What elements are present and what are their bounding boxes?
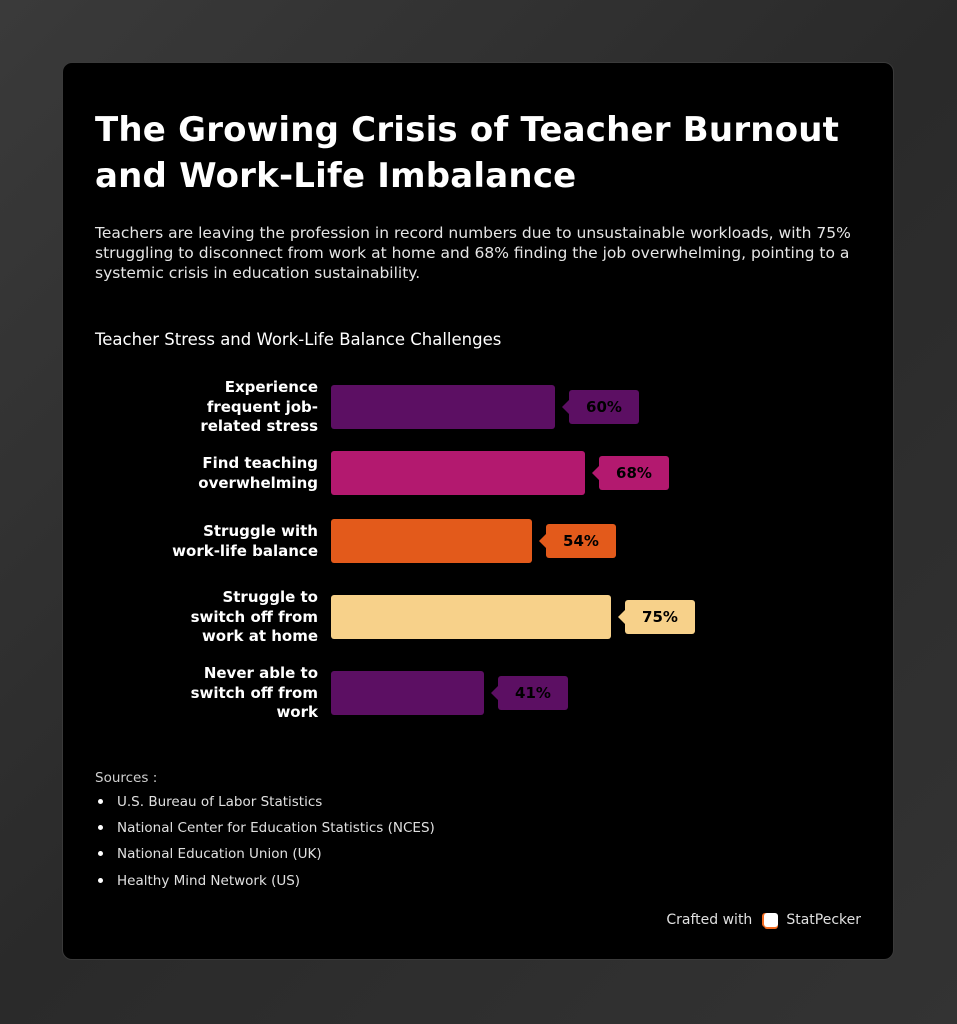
bar-category-label: Experience frequent job-related stress bbox=[200, 378, 318, 435]
brand-name[interactable]: StatPecker bbox=[786, 912, 861, 928]
statpecker-logo-icon bbox=[764, 913, 778, 927]
source-item: U.S. Bureau of Labor Statistics bbox=[95, 793, 435, 819]
page-title: The Growing Crisis of Teacher Burnout and Work-Life Imbalance bbox=[95, 110, 840, 196]
source-item: National Education Union (UK) bbox=[95, 845, 435, 871]
bar bbox=[331, 595, 611, 639]
bar-category-label: Never able to switch off from work bbox=[190, 664, 318, 721]
bar-value-label: 54% bbox=[546, 524, 616, 558]
crafted-with-footer bbox=[666, 911, 861, 929]
bar bbox=[331, 519, 532, 563]
bar bbox=[331, 385, 555, 429]
bar-value-label: 41% bbox=[498, 676, 568, 710]
page-subtitle: Teachers are leaving the profession in record numbers due to unsustainable workloads, with 75% struggling to disconnect from work at home and 68% finding the job overwhelming, pointing to a systemic crisis in education sustainability. bbox=[95, 224, 851, 282]
sources-list bbox=[95, 793, 435, 898]
bar-category-label: Struggle with work-life balance bbox=[172, 522, 318, 560]
bar-value-label: 60% bbox=[569, 390, 639, 424]
source-item: Healthy Mind Network (US) bbox=[95, 872, 435, 898]
bar bbox=[331, 451, 585, 495]
bar-value-label: 75% bbox=[625, 600, 695, 634]
infographic-card bbox=[62, 62, 894, 960]
bar-category-label: Find teaching overwhelming bbox=[198, 454, 318, 492]
chart-title: Teacher Stress and Work-Life Balance Challenges bbox=[95, 330, 502, 349]
bar bbox=[331, 671, 484, 715]
bar-value-label: 68% bbox=[599, 456, 669, 490]
bar-category-label: Struggle to switch off from work at home bbox=[190, 588, 318, 645]
sources-heading: Sources : bbox=[95, 770, 158, 786]
crafted-label: Crafted with bbox=[666, 912, 753, 928]
source-item: National Center for Education Statistics (NCES) bbox=[95, 819, 435, 845]
